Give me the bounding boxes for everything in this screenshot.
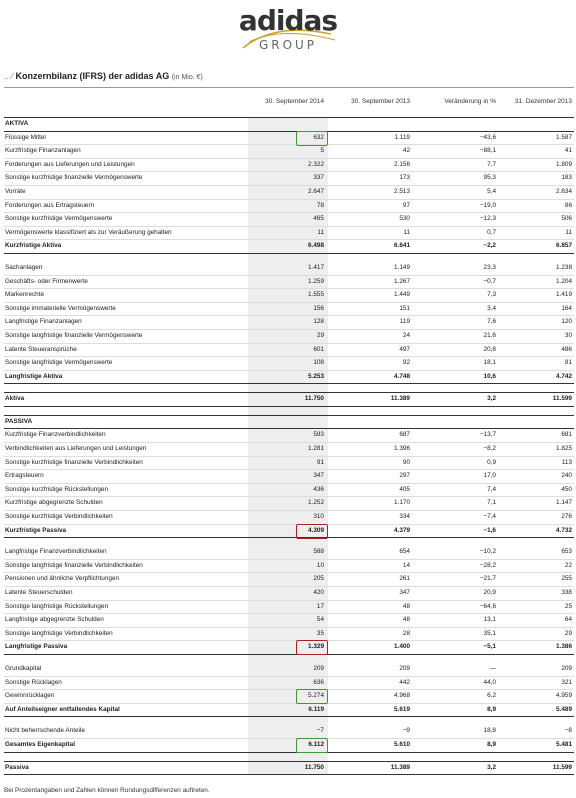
- row-label: Langfristige Finanzanlagen: [5, 318, 82, 326]
- value-dec-2013: 681: [561, 431, 572, 439]
- value-sep-2014: 1.252: [308, 499, 324, 507]
- value-dec-2013: 338: [561, 589, 572, 596]
- value-dec-2013: 6.857: [556, 242, 572, 250]
- value-sep-2014: 5: [320, 147, 324, 155]
- value-sep-2013: 92: [402, 359, 410, 367]
- value-change: 8,9: [487, 740, 496, 748]
- highlight-box-green: [296, 738, 328, 753]
- row-label: Aktiva: [5, 395, 25, 403]
- row-label: Sachanlagen: [5, 263, 43, 271]
- highlight-box-red: [296, 524, 328, 539]
- value-dec-2013: 81: [564, 359, 572, 367]
- value-dec-2013: 255: [561, 575, 572, 583]
- value-change: −12,3: [479, 215, 496, 223]
- row-spacer: [4, 717, 574, 725]
- table-row: [4, 344, 574, 358]
- value-sep-2014: 436: [313, 485, 324, 493]
- row-label: Langfristige Passiva: [5, 643, 68, 651]
- value-change: 18,1: [483, 359, 496, 367]
- value-change: 8,9: [487, 705, 496, 713]
- row-label: Markenrechte: [5, 291, 45, 299]
- row-label: Langfristige Aktiva: [5, 372, 63, 380]
- table-row: [4, 330, 574, 344]
- value-change: −88,1: [479, 147, 496, 155]
- row-label: Sonstige langfristige Rückstellungen: [5, 602, 109, 610]
- table-header: [4, 87, 574, 117]
- footnote: Bei Prozentangaben und Zahlen können Rundungsdifferenzen auftreten.: [4, 787, 210, 794]
- row-label: Flüssige Mittel: [5, 133, 46, 141]
- value-dec-2013: 11: [565, 228, 572, 236]
- value-sep-2013: 48: [402, 616, 410, 624]
- value-sep-2013: 4.379: [394, 526, 410, 534]
- value-change: −28,2: [479, 561, 496, 569]
- value-dec-2013: 1.825: [556, 445, 572, 453]
- value-change: —: [489, 664, 496, 672]
- value-sep-2013: 11.389: [390, 395, 410, 403]
- col-header-change: Veränderung in %: [444, 98, 496, 105]
- value-dec-2013: 276: [561, 513, 572, 521]
- section-header-row: [4, 415, 574, 430]
- value-sep-2014: 4.309: [308, 526, 324, 534]
- value-sep-2013: 347: [399, 589, 410, 596]
- row-label: Nicht beherrschende Anteile: [5, 727, 85, 735]
- row-spacer: [4, 655, 574, 663]
- row-label: Forderungen aus Lieferungen und Leistungen: [5, 160, 135, 168]
- table-row: [4, 289, 574, 303]
- value-change: 7,3: [487, 291, 496, 299]
- value-sep-2014: 35: [316, 629, 324, 637]
- value-change: 23,3: [483, 263, 496, 271]
- value-sep-2013: 6.641: [394, 242, 410, 250]
- value-dec-2013: 653: [561, 548, 572, 556]
- value-change: −19,0: [479, 201, 496, 209]
- value-sep-2013: 2.156: [394, 160, 410, 168]
- table-row: [4, 159, 574, 173]
- value-sep-2014: 1.281: [308, 445, 324, 453]
- subtotal-row: [4, 240, 574, 254]
- value-sep-2014: 5.253: [308, 372, 324, 380]
- value-sep-2014: 6.119: [308, 705, 324, 713]
- table-row: [4, 511, 574, 525]
- table-row: [4, 484, 574, 498]
- value-sep-2014: 2.322: [308, 160, 324, 168]
- value-dec-2013: 120: [561, 318, 572, 326]
- value-sep-2014: 1.555: [308, 291, 324, 299]
- value-sep-2013: 24: [402, 331, 410, 339]
- row-label: Sonstige kurzfristige finanzielle Vermögenswerte: [5, 174, 143, 182]
- value-sep-2014: 347: [313, 472, 324, 480]
- table-row: [4, 227, 574, 241]
- value-sep-2013: 48: [402, 602, 410, 610]
- value-sep-2013: 173: [399, 174, 410, 182]
- value-dec-2013: 1.238: [556, 263, 572, 271]
- value-sep-2014: 6.112: [308, 740, 324, 748]
- table-row: [4, 132, 574, 146]
- value-sep-2013: 11: [403, 228, 410, 236]
- value-sep-2014: 6.498: [308, 242, 324, 250]
- table-row: [4, 614, 574, 628]
- table-row: [4, 470, 574, 484]
- value-change: −5,1: [483, 643, 496, 651]
- value-sep-2014: 5.274: [308, 692, 324, 700]
- table-row: [4, 213, 574, 227]
- row-label: Ertragsteuern: [5, 472, 44, 480]
- subtotal-row: [4, 371, 574, 385]
- value-change: 17,0: [483, 472, 496, 480]
- row-label: Sonstige langfristige Verbindlichkeiten: [5, 629, 113, 637]
- table-row: [4, 690, 574, 704]
- table-row: [4, 172, 574, 186]
- value-dec-2013: 164: [561, 304, 572, 312]
- value-change: −64,6: [479, 602, 496, 610]
- table-row: [4, 186, 574, 200]
- value-change: 0,7: [487, 228, 496, 236]
- value-change: 10,6: [483, 372, 496, 380]
- value-sep-2013: 97: [402, 201, 410, 209]
- subtotal-row: [4, 761, 574, 776]
- logo-wordmark: adidas: [238, 4, 338, 37]
- value-sep-2014: 29: [316, 331, 324, 339]
- table-row: [4, 497, 574, 511]
- value-change: 35,1: [483, 629, 496, 637]
- row-label: Kurzfristige Aktiva: [5, 242, 62, 250]
- value-sep-2014: 11: [317, 228, 324, 236]
- row-label: Sonstige kurzfristige Vermögenswerte: [5, 215, 113, 223]
- row-spacer: [4, 753, 574, 761]
- value-dec-2013: 240: [561, 472, 572, 480]
- value-change: 44,0: [483, 678, 496, 686]
- subtotal-row: [4, 641, 574, 655]
- value-change: 7,7: [487, 160, 496, 168]
- value-sep-2013: 119: [399, 318, 410, 326]
- value-dec-2013: 86: [564, 201, 572, 209]
- table-row: [4, 303, 574, 317]
- value-change: 7,1: [487, 499, 496, 507]
- row-spacer: [4, 538, 574, 546]
- value-change: 3,2: [487, 395, 496, 403]
- row-label: Sonstige kurzfristige finanzielle Verbindlichkeiten: [5, 458, 143, 466]
- value-sep-2013: 1.449: [394, 291, 410, 299]
- value-sep-2013: 1.149: [394, 263, 410, 271]
- value-dec-2013: 1.386: [556, 643, 572, 651]
- value-change: 0,9: [487, 458, 496, 466]
- value-dec-2013: 450: [561, 485, 572, 493]
- value-dec-2013: 486: [561, 345, 572, 353]
- table-row: [4, 628, 574, 642]
- row-label: Langfristige Finanzverbindlichkeiten: [5, 548, 107, 556]
- row-label: Sonstige kurzfristige Verbindlichkeiten: [5, 513, 113, 521]
- value-sep-2013: 28: [402, 629, 410, 637]
- subtotal-row: [4, 392, 574, 407]
- row-label: Langfristige abgegrenzte Schulden: [5, 616, 104, 624]
- value-sep-2013: 297: [399, 472, 410, 480]
- value-change: −21,7: [479, 575, 496, 583]
- table-row: [4, 560, 574, 574]
- table-row: [4, 601, 574, 615]
- value-sep-2013: 42: [402, 147, 410, 155]
- value-sep-2014: 78: [316, 201, 324, 209]
- value-sep-2013: 405: [399, 485, 410, 493]
- table-row: [4, 357, 574, 371]
- row-label: Latente Steuerschulden: [5, 589, 73, 596]
- value-dec-2013: 1.147: [556, 499, 572, 507]
- row-label: AKTIVA: [5, 120, 29, 127]
- value-sep-2014: −7: [316, 727, 324, 735]
- value-sep-2014: 2.647: [308, 187, 324, 195]
- value-change: 7,4: [487, 485, 496, 493]
- value-sep-2013: 334: [399, 513, 410, 521]
- subtotal-row: [4, 739, 574, 753]
- value-sep-2014: 128: [313, 318, 324, 326]
- table-row: [4, 663, 574, 677]
- table-row: [4, 200, 574, 214]
- row-spacer: [4, 254, 574, 262]
- value-change: −10,2: [479, 548, 496, 556]
- value-sep-2014: 10: [316, 561, 324, 569]
- value-sep-2013: 261: [399, 575, 410, 583]
- value-dec-2013: 209: [561, 664, 572, 672]
- value-change: −13,7: [479, 431, 496, 439]
- value-sep-2014: 420: [313, 589, 324, 596]
- row-label: Gesamtes Eigenkapital: [5, 740, 75, 748]
- value-change: 7,6: [487, 318, 496, 326]
- value-dec-2013: −8: [564, 727, 572, 735]
- value-sep-2013: 1.119: [394, 133, 410, 141]
- value-sep-2013: 1.396: [394, 445, 410, 453]
- value-sep-2013: 1.170: [394, 499, 410, 507]
- title-text: Konzernbilanz (IFRS) der adidas AG: [15, 71, 170, 81]
- value-sep-2013: 11.389: [390, 763, 410, 771]
- row-spacer: [4, 407, 574, 415]
- value-dec-2013: 1.204: [556, 277, 572, 285]
- row-label: Kurzfristige Finanzanlagen: [5, 147, 81, 155]
- value-sep-2014: 91: [316, 458, 324, 466]
- value-dec-2013: 22: [564, 561, 572, 569]
- value-change: 13,1: [483, 616, 496, 624]
- value-sep-2013: 90: [402, 458, 410, 466]
- table-row: [4, 262, 574, 276]
- value-change: −2,2: [483, 242, 496, 250]
- value-dec-2013: 1.809: [556, 160, 572, 168]
- logo-group-text: GROUP: [258, 38, 318, 52]
- value-dec-2013: 30: [564, 331, 572, 339]
- row-label: Forderungen aus Ertragsteuern: [5, 201, 95, 209]
- table-row: [4, 677, 574, 691]
- row-label: Sonstige langfristige finanzielle Vermögenswerte: [5, 331, 143, 339]
- section-header-row: [4, 117, 574, 132]
- value-dec-2013: 5.481: [556, 740, 572, 748]
- value-sep-2013: 5.610: [394, 740, 410, 748]
- value-sep-2013: 497: [399, 345, 410, 353]
- value-sep-2014: 1.417: [308, 263, 324, 271]
- value-sep-2014: 601: [313, 345, 324, 353]
- value-sep-2014: 205: [313, 575, 324, 583]
- value-sep-2013: 4.968: [394, 692, 410, 700]
- row-label: Sonstige immaterielle Vermögenswerte: [5, 304, 116, 312]
- row-label: Kurzfristige Passiva: [5, 526, 67, 534]
- value-change: −8,2: [483, 445, 496, 453]
- value-sep-2014: 1.259: [308, 277, 324, 285]
- col-header-sep-2013: 30. September 2013: [351, 98, 410, 105]
- value-dec-2013: 183: [561, 174, 572, 182]
- value-sep-2014: 11.750: [304, 395, 324, 403]
- row-label: Sonstige langfristige finanzielle Verbindlichkeiten: [5, 561, 143, 569]
- table-row: [4, 546, 574, 560]
- row-label: Sonstige langfristige Vermögenswerte: [5, 359, 113, 367]
- value-sep-2013: 14: [402, 561, 410, 569]
- row-label: Gewinnrücklagen: [5, 692, 55, 700]
- adidas-group-logo: [0, 0, 576, 60]
- value-sep-2014: 156: [313, 304, 324, 312]
- value-dec-2013: 11.599: [552, 395, 572, 403]
- value-sep-2013: 5.619: [394, 705, 410, 713]
- value-dec-2013: 1.419: [556, 291, 572, 299]
- value-sep-2013: 1.267: [394, 277, 410, 285]
- table-row: [4, 587, 574, 601]
- value-dec-2013: 4.742: [556, 372, 572, 380]
- value-sep-2013: 151: [399, 304, 410, 312]
- row-label: Passiva: [5, 763, 29, 771]
- table-row: [4, 145, 574, 159]
- value-sep-2013: 530: [399, 215, 410, 223]
- value-sep-2014: 636: [313, 678, 324, 686]
- value-change: 5,4: [487, 187, 496, 195]
- value-dec-2013: 2.634: [556, 187, 572, 195]
- row-label: Geschäfts- oder Firmenwerte: [5, 277, 88, 285]
- highlight-box-green: [296, 689, 328, 704]
- value-change: 95,3: [483, 174, 496, 182]
- value-dec-2013: 41: [564, 147, 572, 155]
- row-label: Auf Anteilseigner entfallendes Kapital: [5, 705, 120, 713]
- value-dec-2013: 113: [561, 458, 572, 466]
- value-dec-2013: 5.489: [556, 705, 572, 713]
- value-change: 21,6: [483, 331, 496, 339]
- table-row: [4, 573, 574, 587]
- value-sep-2013: 209: [399, 664, 410, 672]
- highlight-box-green: [296, 131, 328, 146]
- value-change: −1,6: [483, 526, 496, 534]
- value-dec-2013: 25: [564, 602, 572, 610]
- row-label: Grundkapital: [5, 664, 42, 672]
- value-change: −7,4: [483, 513, 496, 521]
- row-label: Kurzfristige Finanzverbindlichkeiten: [5, 431, 106, 439]
- value-sep-2014: 465: [313, 215, 324, 223]
- value-sep-2014: 54: [316, 616, 324, 624]
- value-sep-2014: 337: [313, 174, 324, 182]
- table-body: [4, 117, 574, 775]
- row-label: Kurzfristige abgegrenzte Schulden: [5, 499, 103, 507]
- row-label: Vorräte: [5, 187, 26, 195]
- value-change: 6,2: [487, 692, 496, 700]
- value-dec-2013: 506: [561, 215, 572, 223]
- value-dec-2013: 4.732: [556, 526, 572, 534]
- value-sep-2013: 654: [399, 548, 410, 556]
- value-sep-2013: 442: [399, 678, 410, 686]
- value-sep-2014: 209: [313, 664, 324, 672]
- value-sep-2013: 687: [399, 431, 410, 439]
- table-row: [4, 276, 574, 290]
- col-header-dec-2013: 31. Dezember 2013: [514, 98, 572, 105]
- value-dec-2013: 321: [561, 678, 572, 686]
- value-change: −0,7: [483, 277, 496, 285]
- row-spacer: [4, 384, 574, 392]
- row-label: Pensionen und ähnliche Verpflichtungen: [5, 575, 120, 583]
- table-row: [4, 316, 574, 330]
- value-sep-2014: 588: [313, 548, 324, 556]
- value-sep-2014: 17: [316, 602, 324, 610]
- value-sep-2013: 2.513: [394, 187, 410, 195]
- value-sep-2013: 4.748: [394, 372, 410, 380]
- row-label: Verbindlichkeiten aus Lieferungen und Leistungen: [5, 445, 147, 453]
- value-sep-2014: 310: [313, 513, 324, 521]
- value-change: −43,6: [479, 133, 496, 141]
- value-dec-2013: 4.959: [556, 692, 572, 700]
- value-change: 3,2: [487, 763, 496, 771]
- title-unit: (in Mio. €): [171, 74, 203, 81]
- value-dec-2013: 29: [564, 629, 572, 637]
- value-sep-2014: 632: [313, 133, 324, 141]
- breadcrumb: .. ∕: [4, 71, 16, 81]
- value-sep-2014: 1.329: [308, 643, 324, 651]
- row-label: Sonstige Rücklagen: [5, 678, 62, 686]
- table-row: [4, 429, 574, 443]
- value-change: 20,8: [483, 345, 496, 353]
- row-label: Vermögenswerte klassifiziert als zur Veräußerung gehalten: [5, 228, 172, 236]
- page-title: [4, 71, 203, 81]
- value-change: 3,4: [487, 304, 496, 312]
- table-row: [4, 725, 574, 739]
- table-row: [4, 457, 574, 471]
- row-label: Latente Steueransprüche: [5, 345, 77, 353]
- value-change: 20,9: [483, 589, 496, 596]
- subtotal-row: [4, 704, 574, 718]
- value-dec-2013: 11.599: [552, 763, 572, 771]
- value-sep-2014: 11.750: [304, 763, 324, 771]
- table-row: [4, 443, 574, 457]
- row-label: PASSIVA: [5, 417, 33, 425]
- value-dec-2013: 64: [564, 616, 572, 624]
- value-sep-2013: −9: [402, 727, 410, 735]
- subtotal-row: [4, 525, 574, 539]
- value-dec-2013: 1.587: [556, 133, 572, 141]
- row-label: Sonstige kurzfristige Rückstellungen: [5, 485, 109, 493]
- col-header-sep-2014: 30. September 2014: [265, 98, 324, 105]
- value-sep-2014: 108: [313, 359, 324, 367]
- value-change: 18,8: [483, 727, 496, 735]
- balance-sheet-table: [4, 87, 574, 775]
- highlight-box-red: [296, 640, 328, 655]
- value-sep-2014: 593: [313, 431, 324, 439]
- value-sep-2013: 1.400: [394, 643, 410, 651]
